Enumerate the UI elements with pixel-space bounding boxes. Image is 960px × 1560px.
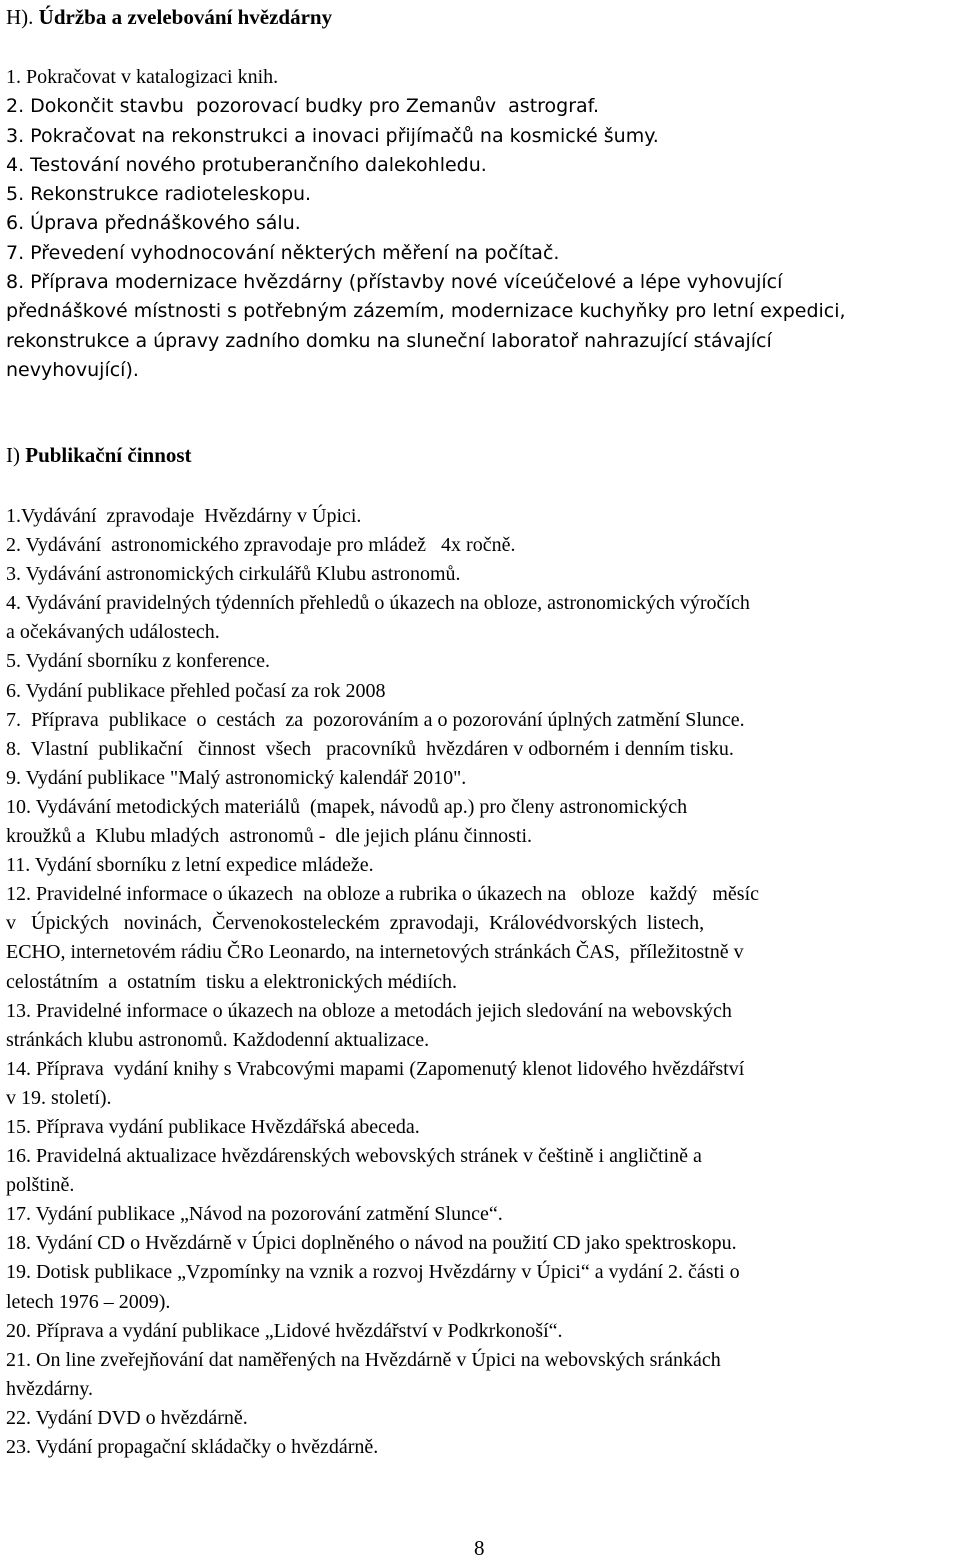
- list-item: 4. Testování nového protuberančního dalekohledu.: [6, 153, 487, 176]
- list-item: 1.Vydávání zpravodaje Hvězdárny v Úpici.: [6, 505, 362, 527]
- list-item: 7. Příprava publikace o cestách za pozorováním a o pozorování úplných zatmění Slunce.: [6, 708, 745, 731]
- list-item: 23. Vydání propagační skládačky o hvězdárně.: [6, 1436, 379, 1458]
- list-item: 21. On line zveřejňování dat naměřených na Hvězdárně v Úpici na webovských sránkách: [6, 1348, 721, 1371]
- section-i-prefix: I): [6, 443, 26, 467]
- list-item: 17. Vydání publikace „Návod na pozorování zatmění Slunce“.: [6, 1203, 503, 1226]
- list-item: 18. Vydání CD o Hvězdárně v Úpici doplněného o návod na použití CD jako spektroskopu.: [6, 1232, 737, 1255]
- section-i-heading: [6, 441, 192, 470]
- list-item: polštině.: [6, 1174, 75, 1197]
- list-item: přednáškové místnosti s potřebným zázemím, modernizace kuchyňky pro letní expedici,: [6, 300, 846, 323]
- list-item: 22. Vydání DVD o hvězdárně.: [6, 1406, 248, 1429]
- list-item: 16. Pravidelná aktualizace hvězdárenských webovských stránek v češtině i angličtině a: [6, 1145, 702, 1168]
- list-item: 14. Příprava vydání knihy s Vrabcovými mapami (Zapomenutý klenot lidového hvězdářství: [6, 1057, 745, 1080]
- list-item: 20. Příprava a vydání publikace „Lidové hvězdářství v Podkrkonoší“.: [6, 1319, 563, 1342]
- list-item: 2. Dokončit stavbu pozorovací budky pro Zemanův astrograf.: [6, 95, 600, 118]
- list-item: 4. Vydávání pravidelných týdenních přehledů o úkazech na obloze, astronomických výročích: [6, 592, 750, 615]
- list-item: rekonstrukce a úpravy zadního domku na sluneční laboratoř nahrazující stávající: [6, 329, 772, 352]
- list-item: 10. Vydávání metodických materiálů (mapek, návodů ap.) pro členy astronomických: [6, 795, 688, 818]
- list-item: 8. Příprava modernizace hvězdárny (přístavby nové víceúčelové a lépe vyhovující: [6, 271, 783, 294]
- section-h-prefix: H).: [6, 5, 39, 29]
- list-item: 6. Vydání publikace přehled počasí za rok 2008: [6, 679, 386, 702]
- list-item: celostátním a ostatním tisku a elektronických médiích.: [6, 970, 457, 993]
- list-item: nevyhovující).: [6, 358, 139, 381]
- list-item: 9. Vydání publikace "Malý astronomický kalendář 2010".: [6, 766, 467, 789]
- list-item: v 19. století).: [6, 1086, 112, 1109]
- list-item: a očekávaných událostech.: [6, 621, 220, 644]
- list-item: stránkách klubu astronomů. Každodenní aktualizace.: [6, 1028, 430, 1051]
- list-item: 7. Převedení vyhodnocování některých měření na počítač.: [6, 241, 560, 264]
- list-item: 11. Vydání sborníku z letní expedice mládeže.: [6, 854, 374, 877]
- list-item: 12. Pravidelné informace o úkazech na obloze a rubrika o úkazech na obloze každý měsíc: [6, 883, 760, 906]
- list-item: 8. Vlastní publikační činnost všech pracovníků hvězdáren v odborném i denním tisku.: [6, 737, 734, 760]
- list-item: hvězdárny.: [6, 1377, 93, 1400]
- list-item: 15. Příprava vydání publikace Hvězdářská abeceda.: [6, 1115, 420, 1138]
- section-i-list: [6, 502, 759, 1462]
- list-item: 5. Rekonstrukce radioteleskopu.: [6, 183, 312, 206]
- list-item: 2. Vydávání astronomického zpravodaje pro mládež 4x ročně.: [6, 534, 516, 557]
- list-item: 3. Vydávání astronomických cirkulářů Klubu astronomů.: [6, 563, 461, 586]
- list-item: ECHO, internetovém rádiu ČRo Leonardo, na internetových stránkách ČAS, příležitostně v: [6, 941, 744, 964]
- list-item: 13. Pravidelné informace o úkazech na obloze a metodách jejich sledování na webovských: [6, 999, 732, 1022]
- list-item: v Úpických novinách, Červenokosteleckém zpravodaji, Královédvorských listech,: [6, 912, 705, 935]
- list-item: 3. Pokračovat na rekonstrukci a inovaci přijímačů na kosmické šumy.: [6, 124, 659, 147]
- section-h-heading: [6, 3, 332, 32]
- list-item: kroužků a Klubu mladých astronomů - dle jejich plánu činnosti.: [6, 825, 532, 848]
- section-h-title: Údržba a zvelebování hvězdárny: [38, 5, 333, 29]
- list-item: 5. Vydání sborníku z konference.: [6, 650, 271, 673]
- page-number: 8: [474, 1536, 485, 1560]
- list-item: 19. Dotisk publikace „Vzpomínky na vznik a rozvoj Hvězdárny v Úpici“ a vydání 2. části o: [6, 1261, 740, 1284]
- list-item: letech 1976 – 2009).: [6, 1290, 171, 1313]
- section-i-title: Publikační činnost: [25, 443, 192, 467]
- list-item: 1. Pokračovat v katalogizaci knih.: [6, 66, 279, 88]
- list-item: 6. Úprava přednáškového sálu.: [6, 212, 301, 235]
- section-h-list: [6, 63, 846, 385]
